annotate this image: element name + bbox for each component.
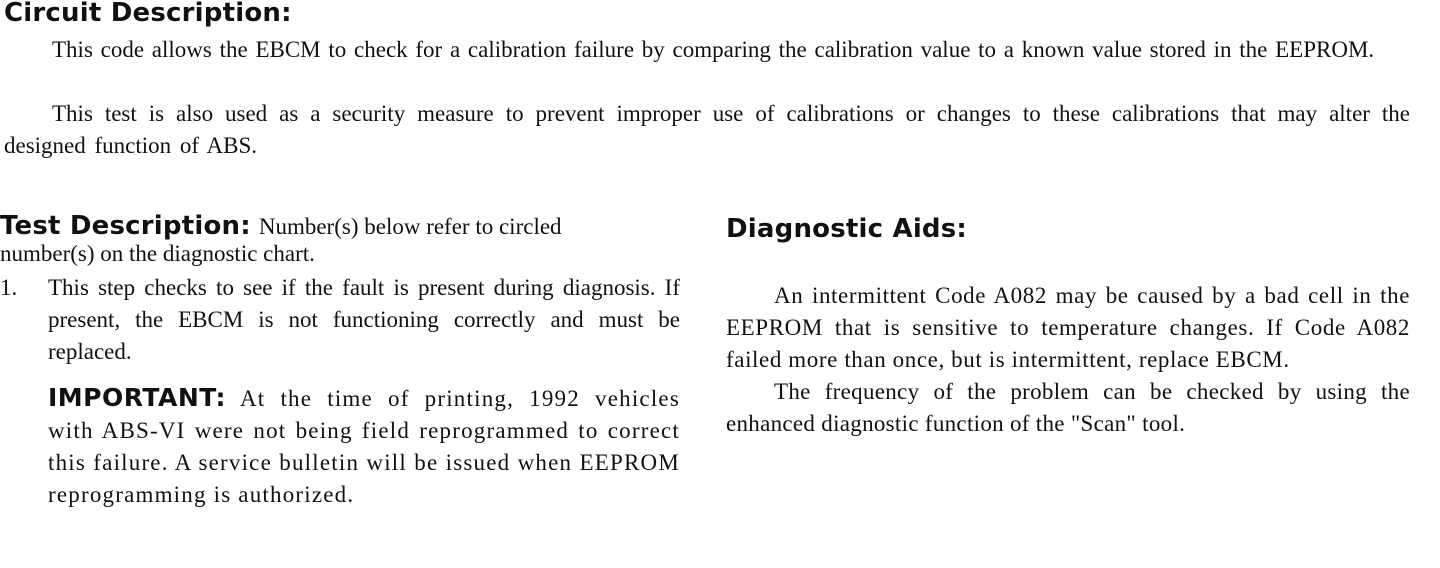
test-description-intro-continued: number(s) on the diagnostic chart. bbox=[0, 241, 315, 266]
test-description-section bbox=[0, 206, 680, 511]
test-step bbox=[0, 272, 680, 368]
diagnostic-aids-heading: Diagnostic Aids: bbox=[726, 214, 968, 244]
important-label: IMPORTANT: bbox=[48, 383, 226, 412]
test-step-text: This step checks to see if the fault is present during diagnosis. If present, the EBCM is not functioning correctly and must be replaced. bbox=[48, 275, 680, 364]
important-note bbox=[48, 382, 680, 511]
circuit-description-paragraph-2: This test is also used as a security measure to prevent improper use of calibrations or changes to these calibrations that may alter the designed function of ABS. bbox=[4, 101, 1410, 158]
important-text: At the time of printing, 1992 vehicles with ABS-VI were not being field reprogrammed to correct this failure. A service bulletin will be issued when EEPROM reprogramming is authorized. bbox=[48, 386, 680, 507]
diagnostic-aids-paragraph-2: The frequency of the problem can be checked by using the enhanced diagnostic function of the "Scan" tool. bbox=[726, 379, 1410, 436]
circuit-description-heading: Circuit Description: bbox=[4, 0, 292, 28]
test-step-number: 1. bbox=[0, 275, 18, 300]
test-description-intro: Number(s) below refer to circled bbox=[258, 214, 562, 239]
test-description-heading: Test Description: bbox=[0, 211, 251, 241]
diagnostic-aids-section bbox=[726, 214, 1410, 440]
diagnostic-aids-paragraph-1: An intermittent Code A082 may be caused by a bad cell in the EEPROM that is sensitive to temperature changes. If Code A082 failed more than once, but is intermittent, replace EBCM. bbox=[726, 283, 1410, 372]
circuit-description-paragraph-1: This code allows the EBCM to check for a calibration failure by comparing the calibration value to a known value stored in the EEPROM. bbox=[52, 37, 1375, 62]
